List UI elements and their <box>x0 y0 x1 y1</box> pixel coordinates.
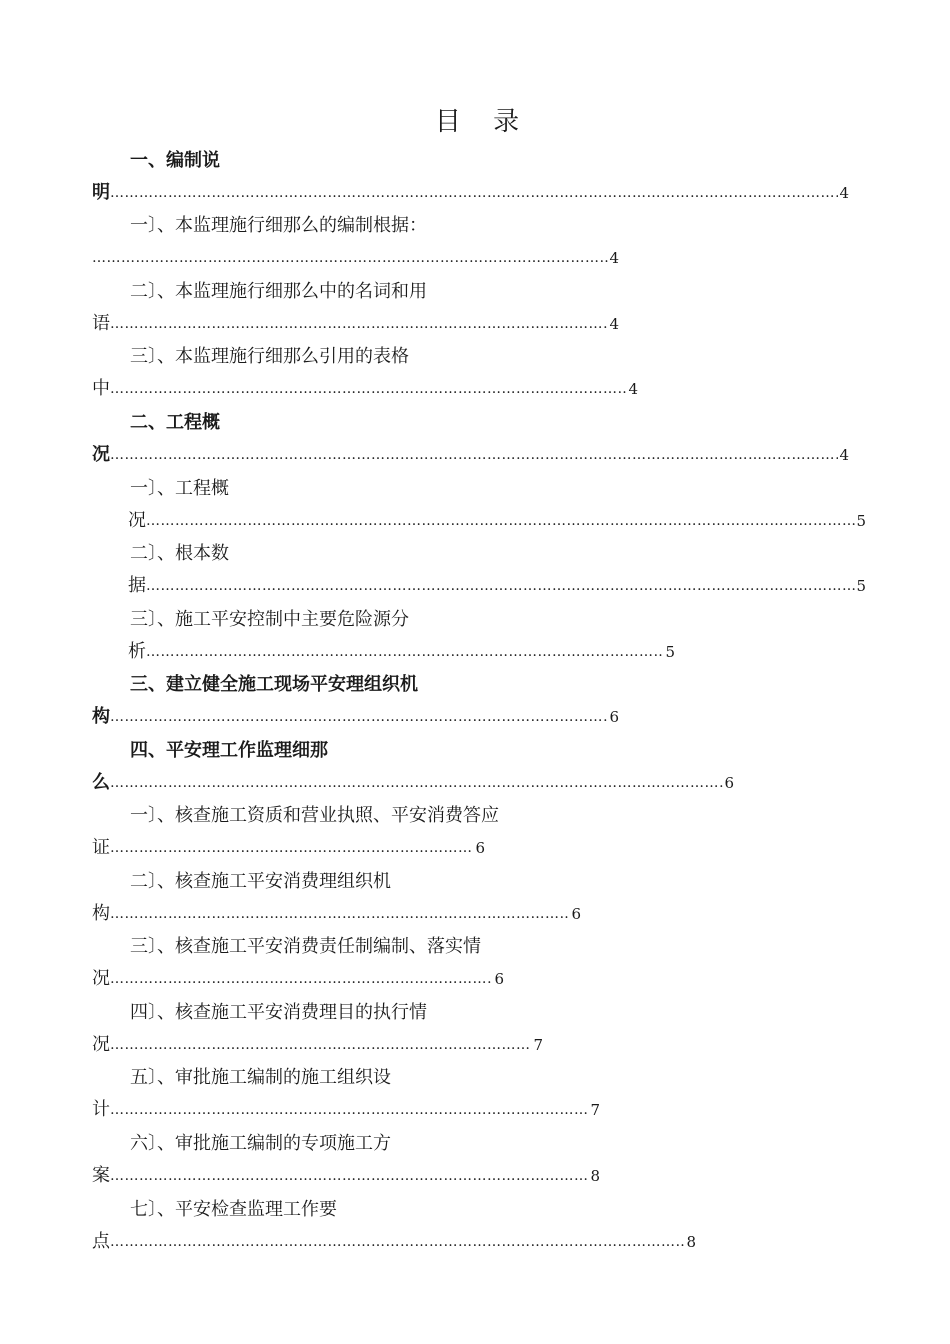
toc-entry-label: 一〕、工程概 <box>130 478 229 499</box>
toc-page-number: 5 <box>856 577 866 595</box>
dot-leader <box>110 964 493 994</box>
toc-entry-continuation: 点 <box>92 1231 110 1252</box>
toc-entry-label: 三、建立健全施工现场平安理组织机 <box>130 674 418 695</box>
toc-entry-continuation: 构 <box>92 706 110 727</box>
toc-entry[interactable] <box>0 998 950 1064</box>
toc-entry[interactable] <box>0 1063 950 1129</box>
toc-entry-label: 四、平安理工作监理细那 <box>130 740 328 761</box>
toc-entry-continuation: 况 <box>128 510 146 531</box>
toc-entry[interactable] <box>0 277 950 343</box>
toc-entry[interactable] <box>0 736 950 802</box>
toc-entry-continuation: 么 <box>92 772 110 793</box>
dot-leader <box>110 768 723 798</box>
dot-leader <box>110 1227 685 1257</box>
toc-page-number: 6 <box>494 970 504 988</box>
toc-entry-label: 一、编制说 <box>130 150 220 171</box>
toc-entry-label: 三〕、本监理施行细那么引用的表格 <box>130 346 409 367</box>
toc-page-number: 5 <box>665 643 675 661</box>
toc-entry[interactable] <box>0 146 950 212</box>
toc-page-number: 6 <box>609 708 619 726</box>
toc-entry[interactable] <box>0 211 950 277</box>
toc-entry-continuation: 计 <box>92 1099 110 1120</box>
toc-entry-continuation: 语 <box>92 313 110 334</box>
toc-entry[interactable] <box>0 801 950 867</box>
dot-leader <box>110 899 570 929</box>
dot-leader <box>110 178 838 208</box>
dot-leader <box>146 571 855 601</box>
toc-entry-continuation: 况 <box>92 444 110 465</box>
toc-entry[interactable] <box>0 342 950 408</box>
toc-page-number: 7 <box>590 1101 600 1119</box>
toc-entry-continuation: 况 <box>92 1034 110 1055</box>
toc-entry-label: 二、工程概 <box>130 412 220 433</box>
dot-leader <box>110 833 474 863</box>
toc-entry-label: 二〕、本监理施行细那么中的名词和用 <box>130 281 427 302</box>
toc-page-number: 4 <box>839 184 849 202</box>
dot-leader <box>110 1030 532 1060</box>
toc-page-number: 8 <box>686 1233 696 1251</box>
toc-entry-label: 七〕、平安检查监理工作要 <box>130 1199 337 1220</box>
dot-leader <box>146 637 664 667</box>
toc-page-number: 5 <box>856 512 866 530</box>
toc-page-number: 4 <box>609 249 619 267</box>
toc-entry-continuation: 析 <box>128 641 146 662</box>
toc-entry[interactable] <box>0 408 950 474</box>
dot-leader <box>146 506 855 536</box>
toc-page-number: 4 <box>609 315 619 333</box>
toc-entry-label: 三〕、核查施工平安消费责任制编制、落实情 <box>130 936 481 957</box>
toc-entry-continuation: 明 <box>92 182 110 203</box>
toc-page-number: 6 <box>571 905 581 923</box>
toc-entry[interactable] <box>0 1129 950 1195</box>
toc-entry-label: 二〕、根本数 <box>130 543 229 564</box>
toc-page-number: 6 <box>724 774 734 792</box>
toc-entry[interactable] <box>0 932 950 998</box>
toc-entry-continuation: 据 <box>128 575 146 596</box>
toc-entry-label: 一〕、本监理施行细那么的编制根据： <box>130 215 427 236</box>
toc-entry[interactable] <box>0 867 950 933</box>
toc-title: 目 录 <box>434 107 532 137</box>
dot-leader <box>110 440 838 470</box>
toc-page-number: 8 <box>590 1167 600 1185</box>
dot-leader <box>110 309 608 339</box>
dot-leader <box>110 1161 589 1191</box>
dot-leader <box>110 1095 589 1125</box>
toc-page-number: 4 <box>839 446 849 464</box>
toc-entry[interactable] <box>0 670 950 736</box>
toc-entry-continuation: 案 <box>92 1165 110 1186</box>
toc-entry-label: 五〕、审批施工编制的施工组织设 <box>130 1067 391 1088</box>
toc-entry-label: 六〕、审批施工编制的专项施工方 <box>130 1133 391 1154</box>
toc-entry-label: 二〕、核查施工平安消费理组织机 <box>130 871 391 892</box>
toc-entry-continuation: 构 <box>92 903 110 924</box>
toc-entry[interactable] <box>0 539 950 605</box>
toc-entry-label: 四〕、核查施工平安消费理目的执行情 <box>130 1002 427 1023</box>
dot-leader <box>110 374 627 404</box>
toc-entry-continuation: 证 <box>92 837 110 858</box>
toc-page-number: 4 <box>628 380 638 398</box>
toc-page-number: 6 <box>475 839 485 857</box>
toc-entry-continuation: 况 <box>92 968 110 989</box>
dot-leader <box>92 243 608 273</box>
toc-entry-continuation: 中 <box>92 378 110 399</box>
toc-entry-label: 三〕、施工平安控制中主要危险源分 <box>130 609 409 630</box>
toc-page-number: 7 <box>533 1036 543 1054</box>
toc-entry[interactable] <box>0 605 950 671</box>
toc-entry[interactable] <box>0 1195 950 1261</box>
toc-entry[interactable] <box>0 474 950 540</box>
toc-entry-label: 一〕、核查施工资质和营业执照、平安消费答应 <box>130 805 499 826</box>
dot-leader <box>110 702 608 732</box>
